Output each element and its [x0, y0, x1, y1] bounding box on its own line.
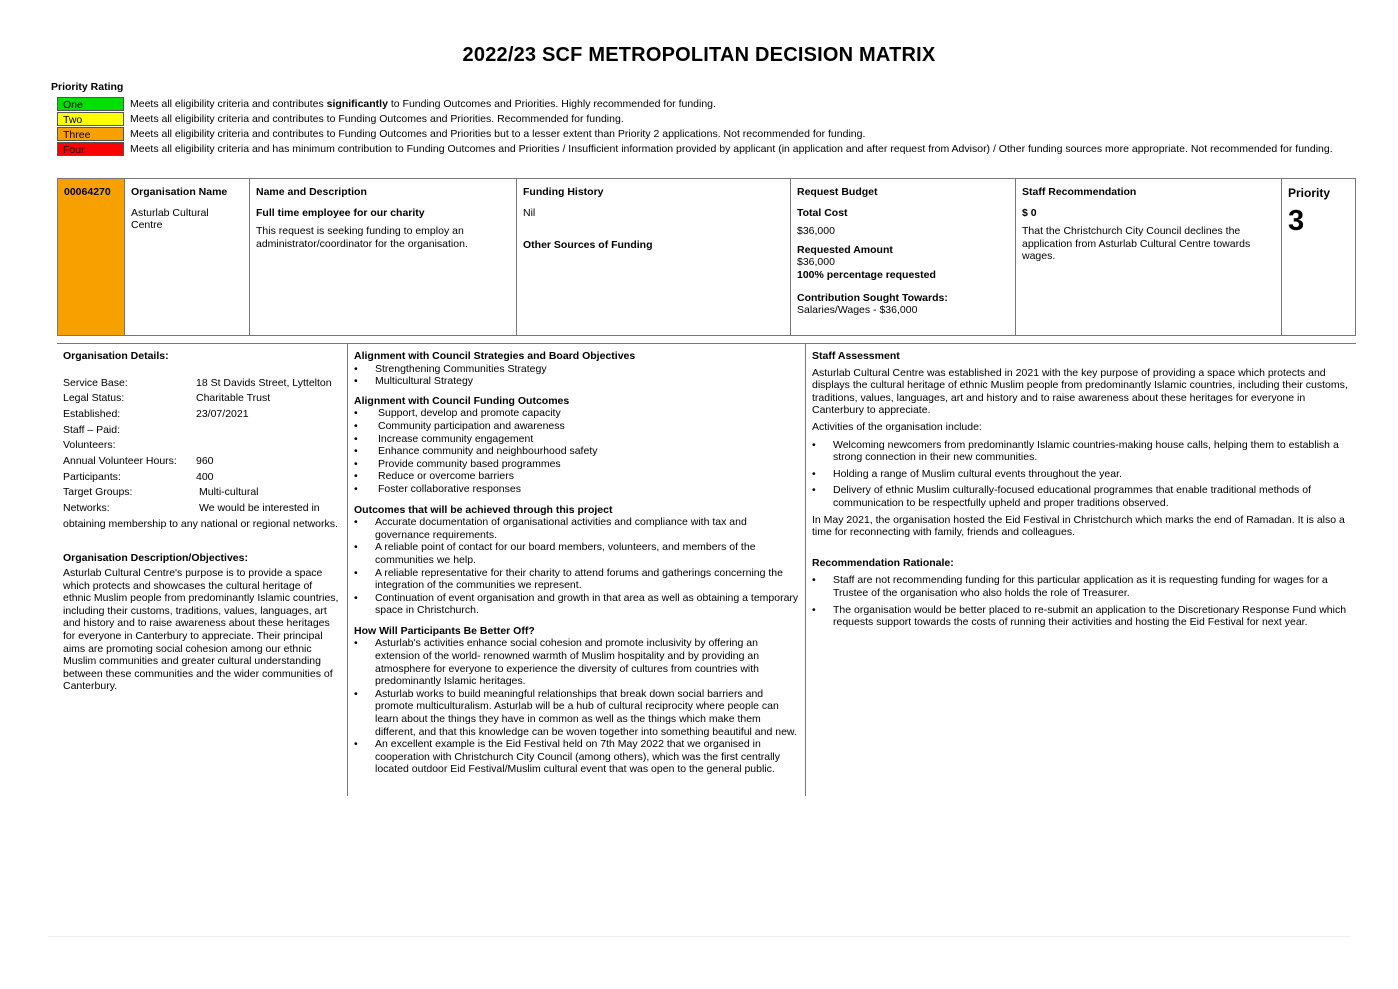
total-cost-label: Total Cost	[797, 206, 848, 219]
legend-heading: Priority Rating	[51, 81, 124, 93]
rationale-item: • The organisation would be better placed to re-submit an application to the Discretionary Response Fund which requests support towards the costs of running their activities and hosting the Eid Festival for next year.	[812, 604, 1350, 629]
detail-row	[63, 471, 341, 487]
detail-row	[63, 392, 341, 408]
strategies-list	[354, 363, 799, 388]
name-description-header: Name and Description	[256, 186, 367, 198]
staff-assessment-intro: Asturlab Cultural Centre was established in 2021 with the key purpose of providing a space which protects and displays the cultural heritage of ethnic Muslim people from predominantly Islamic countries, including their customs, traditions, values, languages, art and history and to raise awareness about these heritages for everyone in Canterbury to appreciate.	[812, 366, 1348, 417]
percentage-requested: 100% percentage requested	[797, 268, 936, 281]
footer-rule	[48, 936, 1350, 937]
legend-text-part: Meets all eligibility criteria and has minimum contribution to Funding Outcomes and Priorities / Insufficient information provided by applicant (in application and after request from Advisor) / Other funding sources more appropriate. Not recommended for funding.	[130, 142, 1333, 155]
networks-label: Networks:	[63, 502, 110, 515]
funding-history-cell	[517, 179, 791, 335]
organisation-description-text: Asturlab Cultural Centre's purpose is to provide a space which protects and showcases the cultural heritage of ethnic Muslim people from predominantly Islamic countries, including their customs, traditions, values, languages, art and history and to raise awareness about these heritages for everyone in Canterbury to appreciate. Their principal aims are promoting social cohesion among our ethnic Muslim communities and greater cultural understanding between these communities and the wider communities of Canterbury.	[63, 566, 339, 693]
legend-row	[57, 112, 1351, 127]
application-id: 00064270	[64, 186, 111, 198]
total-cost-value: $36,000	[797, 225, 835, 238]
rationale-item: • Staff are not recommending funding for this particular application as it is requesting funding for wages for a Trustee of the organisation who also holds the role of Treasurer.	[812, 574, 1350, 599]
detail-value: 23/07/2021	[196, 407, 249, 420]
detail-value: Charitable Trust	[196, 392, 271, 405]
priority-cell	[1282, 179, 1355, 335]
detail-row	[63, 424, 341, 440]
organisation-name: Asturlab Cultural Centre	[131, 206, 209, 232]
contribution-label: Contribution Sought Towards:	[797, 291, 948, 304]
legend-text	[130, 113, 624, 126]
funding-outcomes-list	[354, 407, 799, 495]
project-outcomes-list	[354, 516, 799, 617]
strategy-item: • Multicultural Strategy	[354, 375, 799, 388]
name-description-cell	[250, 179, 517, 335]
request-budget-cell	[791, 179, 1016, 335]
legend-swatch: Two	[57, 112, 124, 126]
detail-value: 400	[196, 470, 214, 483]
networks-value: We would be interested in	[199, 502, 320, 515]
project-outcome-item: • A reliable point of contact for our board members, volunteers, and members of the communities we help.	[354, 541, 799, 566]
detail-label: Staff – Paid:	[63, 423, 121, 436]
participant-benefit-item: • An excellent example is the Eid Festival held on 7th May 2022 that we organised in cooperation with Christchurch City Council (among others), which was the first centrally located outdoor Eid Festival/Muslim cultural event that was open to the general public.	[354, 738, 799, 776]
staff-recommendation-text: That the Christchurch City Council declines the application from Asturlab Cultural Centre towards wages.	[1022, 225, 1251, 263]
application-id-cell	[58, 179, 125, 335]
funding-history-value: Nil	[523, 206, 536, 219]
funding-history-header: Funding History	[523, 186, 604, 198]
page-title: 2022/23 SCF METROPOLITAN DECISION MATRIX	[462, 44, 936, 66]
organisation-details-heading: Organisation Details:	[63, 350, 169, 362]
networks-row	[63, 502, 341, 518]
legend-text	[130, 143, 1333, 156]
funding-outcome-item: • Increase community engagement	[354, 433, 799, 446]
staff-assessment-heading: Staff Assessment	[812, 350, 900, 362]
organisation-cell	[125, 179, 250, 335]
detail-row	[63, 377, 341, 393]
project-outcome-item: • Continuation of event organisation and growth in that area as well as obtaining a temporary space in Christchurch.	[354, 592, 799, 617]
networks-continued: obtaining membership to any national or regional networks.	[63, 517, 338, 530]
legend-swatch: Three	[57, 127, 124, 141]
staff-recommendation-header: Staff Recommendation	[1022, 186, 1137, 198]
strategy-item: • Strengthening Communities Strategy	[354, 363, 799, 376]
activity-item: • Delivery of ethnic Muslim culturally-focused educational programmes that enable traditional methods of communication to be respectfully upheld and proper traditions observed.	[812, 484, 1350, 509]
detail-label: Annual Volunteer Hours:	[63, 455, 177, 468]
project-outcomes-heading: Outcomes that will be achieved through this project	[354, 503, 613, 516]
funding-outcome-item: • Enhance community and neighbourhood safety	[354, 445, 799, 458]
detail-value: 18 St Davids Street, Lyttelton	[196, 376, 332, 389]
legend-text-part: Meets all eligibility criteria and contributes to Funding Outcomes and Priorities but to a lesser extent than Priority 2 applications. Not recommended for funding.	[130, 127, 866, 140]
detail-label: Participants:	[63, 470, 121, 483]
detail-row	[63, 408, 341, 424]
participant-benefit-item: • Asturlab's activities enhance social cohesion and promote inclusivity by offering an extension of the world- renowned warmth of Muslim hospitality and by providing an atmosphere for everyone to experience the diversity of cultures from countries with predominantly Islamic heritages.	[354, 637, 799, 687]
detail-row	[63, 439, 341, 455]
summary-table	[57, 178, 1356, 336]
project-description: This request is seeking funding to employ an administrator/coordinator for the organisation.	[256, 225, 468, 250]
organisation-header: Organisation Name	[131, 186, 228, 198]
requested-amount-value: $36,000	[797, 256, 835, 269]
funding-outcome-item: • Foster collaborative responses	[354, 483, 799, 496]
detail-label: Legal Status:	[63, 392, 125, 405]
funding-outcome-item: • Reduce or overcome barriers	[354, 470, 799, 483]
participants-heading: How Will Participants Be Better Off?	[354, 624, 535, 637]
funding-outcome-item: • Provide community based programmes	[354, 458, 799, 471]
activity-item: • Holding a range of Muslim cultural events throughout the year.	[812, 468, 1350, 481]
detail-row	[63, 455, 341, 471]
legend-row	[57, 127, 1351, 142]
project-outcome-item: • A reliable representative for their charity to attend forums and gatherings concerning the integration of the communities we represent.	[354, 567, 799, 592]
legend-row	[57, 97, 1351, 112]
legend-text	[130, 128, 865, 141]
requested-amount-label: Requested Amount	[797, 243, 893, 256]
project-outcome-item: • Accurate documentation of organisational activities and compliance with tax and governance requirements.	[354, 516, 799, 541]
priority-value: 3	[1288, 205, 1305, 238]
legend-text-part: Meets all eligibility criteria and contributes to Funding Outcomes and Priorities. Recommended for funding.	[130, 112, 624, 125]
legend-text-part: Meets all eligibility criteria and contributes	[130, 97, 327, 110]
detail-label: Target Groups:	[63, 486, 133, 499]
detail-value: 960	[196, 455, 214, 468]
detail-row	[63, 486, 341, 502]
staff-recommended-amount: $ 0	[1022, 206, 1037, 219]
legend-text-emphasis: significantly	[326, 97, 388, 110]
detail-label: Volunteers:	[63, 439, 116, 452]
detail-value: Multi-cultural	[199, 486, 259, 499]
staff-recommendation-cell	[1016, 179, 1282, 335]
activities-intro: Activities of the organisation include:	[812, 420, 982, 433]
strategies-heading: Alignment with Council Strategies and Board Objectives	[354, 350, 636, 362]
legend-text	[130, 98, 716, 111]
legend-row	[57, 142, 1351, 157]
legend-swatch: Four	[57, 142, 124, 156]
staff-assessment-column	[806, 344, 1356, 639]
rationale-list	[812, 574, 1350, 628]
detail-label: Established:	[63, 407, 121, 420]
detail-label: Service Base:	[63, 376, 128, 389]
priority-legend	[51, 81, 1351, 157]
organisation-description-heading: Organisation Description/Objectives:	[63, 552, 248, 565]
legend-swatch: One	[57, 97, 124, 111]
activities-list	[812, 439, 1350, 510]
legend-text-part: to Funding Outcomes and Priorities. Highly recommended for funding.	[387, 97, 716, 110]
may-2021-text: In May 2021, the organisation hosted the Eid Festival in Christchurch which marks the end of Ramadan. It is also a time for reconnecting with family, friends and colleagues.	[812, 513, 1345, 539]
participant-benefit-item: • Asturlab works to build meaningful relationships that break down social barriers and promote multiculturalism. Asturlab will be a hub of cultural reciprocity where people can learn about the things they have in common as well as the things which make them different, and that this knowledge can be woven together into something beautiful and new.	[354, 688, 799, 738]
contribution-value: Salaries/Wages - $36,000	[797, 304, 918, 317]
priority-header: Priority	[1288, 186, 1331, 200]
funding-outcomes-heading: Alignment with Council Funding Outcomes	[354, 394, 570, 407]
project-title: Full time employee for our charity	[256, 206, 425, 219]
participants-list	[354, 637, 799, 776]
other-sources-header: Other Sources of Funding	[523, 239, 653, 252]
rationale-heading: Recommendation Rationale:	[812, 556, 954, 569]
request-budget-header: Request Budget	[797, 186, 878, 198]
activity-item: • Welcoming newcomers from predominantly Islamic countries-making house calls, helping them to establish a strong connection in their new communities.	[812, 439, 1350, 464]
funding-outcome-item: • Community participation and awareness	[354, 420, 799, 433]
funding-outcome-item: • Support, develop and promote capacity	[354, 407, 799, 420]
alignment-column	[348, 344, 806, 796]
organisation-details-column	[57, 344, 348, 796]
